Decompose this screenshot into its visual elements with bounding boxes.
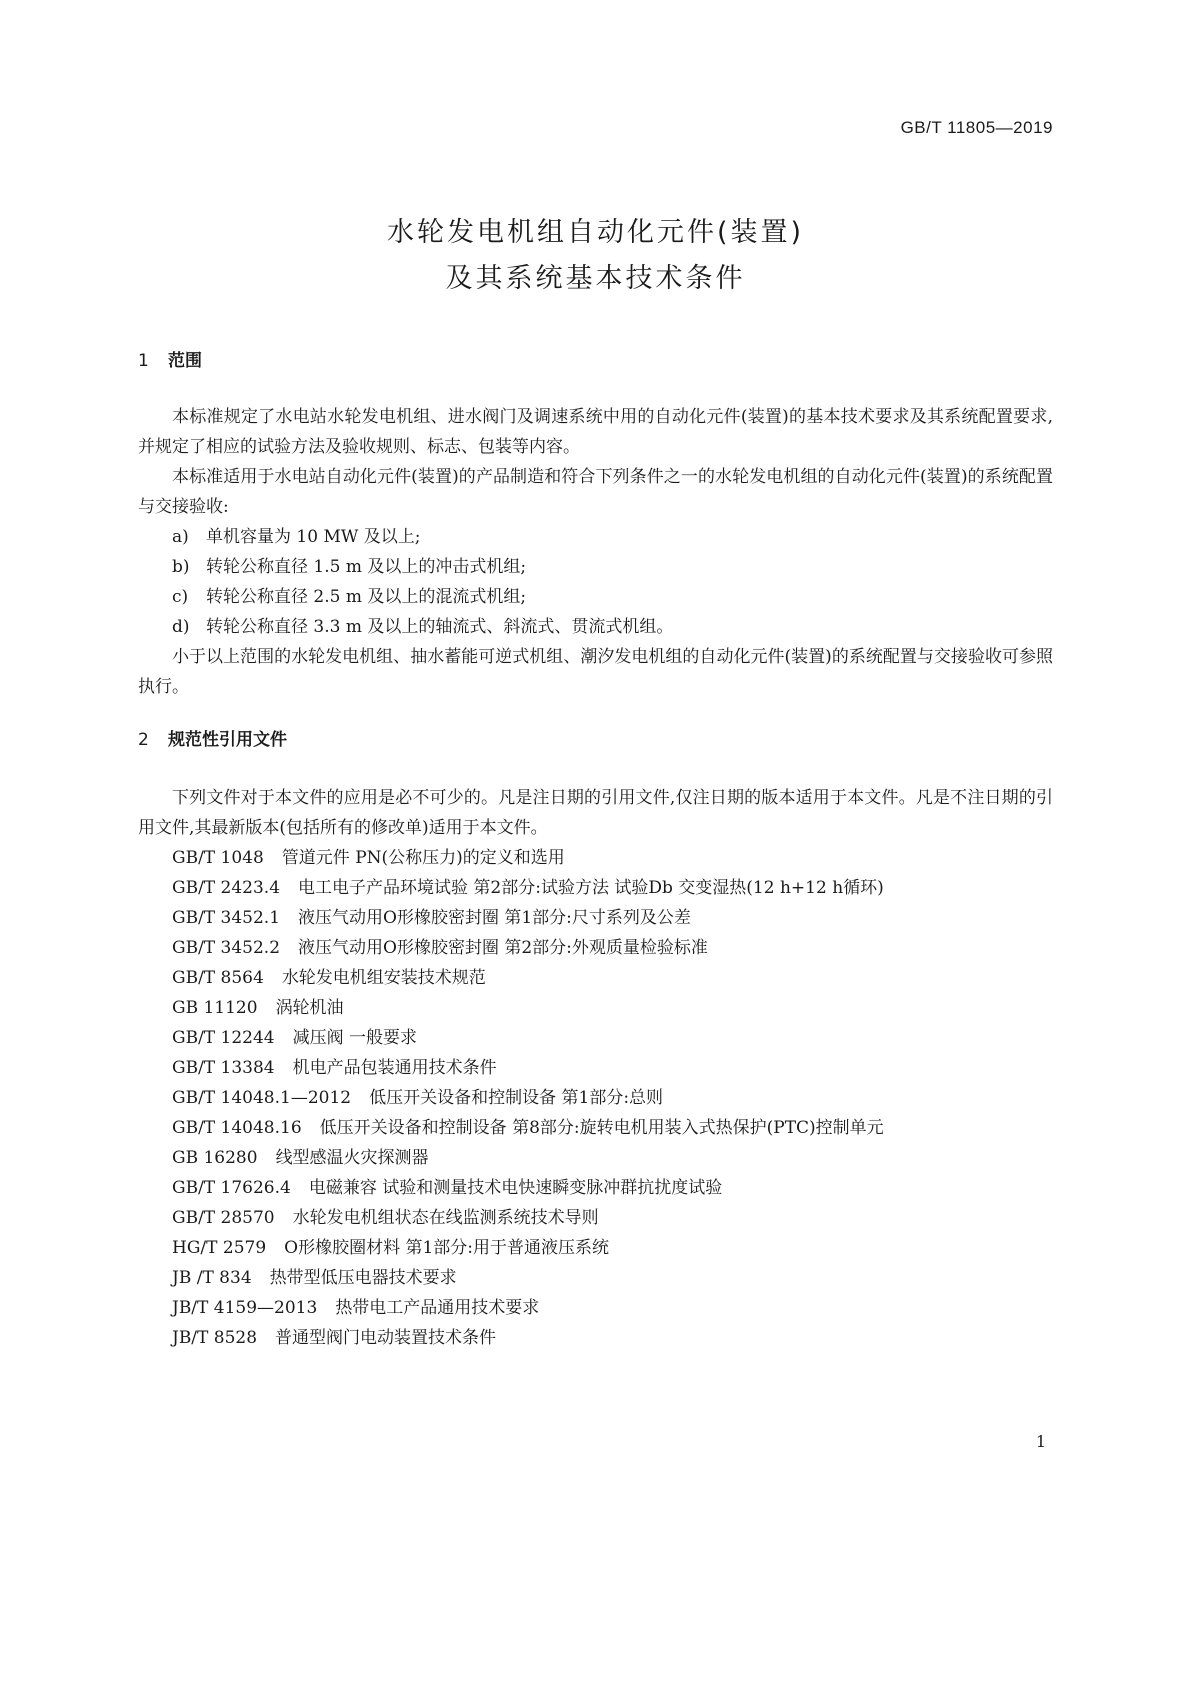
reference-code: GB/T 28570 xyxy=(172,1208,275,1228)
reference-title: 线型感温火灾探测器 xyxy=(275,1148,429,1168)
reference-title: 管道元件 PN(公称压力)的定义和选用 xyxy=(281,848,565,868)
list-text: 转轮公称直径 3.3 m 及以上的轴流式、斜流式、贯流式机组。 xyxy=(206,617,674,637)
reference-code: GB/T 8564 xyxy=(172,968,264,988)
reference-code: GB/T 12244 xyxy=(172,1028,275,1048)
list-label: c) xyxy=(172,587,189,607)
list-item xyxy=(138,582,1053,612)
reference-title: 电磁兼容 试验和测量技术电快速瞬变脉冲群抗扰度试验 xyxy=(308,1178,723,1198)
reference-code: GB/T 1048 xyxy=(172,848,264,868)
reference-code: GB/T 14048.16 xyxy=(172,1118,302,1138)
paragraph: 本标准适用于水电站自动化元件(装置)的产品制造和符合下列条件之一的水轮发电机组的自动化元件(装置)的系统配置与交接验收: xyxy=(138,467,1053,517)
reference-item xyxy=(138,1293,1053,1323)
reference-title: 水轮发电机组状态在线监测系统技术导则 xyxy=(292,1208,599,1228)
reference-item xyxy=(138,1203,1053,1233)
section-title: 规范性引用文件 xyxy=(168,730,287,750)
list-text: 单机容量为 10 MW 及以上; xyxy=(206,527,421,547)
reference-item xyxy=(138,963,1053,993)
reference-code: JB/T 8528 xyxy=(172,1328,258,1348)
paragraph: 本标准规定了水电站水轮发电机组、进水阀门及调速系统中用的自动化元件(装置)的基本技术要求及其系统配置要求,并规定了相应的试验方法及验收规则、标志、包装等内容。 xyxy=(138,407,1053,457)
section-number: 1 xyxy=(138,351,149,371)
reference-item xyxy=(138,1053,1053,1083)
paragraph: 小于以上范围的水轮发电机组、抽水蓄能可逆式机组、潮汐发电机组的自动化元件(装置)的系统配置与交接验收可参照执行。 xyxy=(138,647,1053,697)
reference-title: 水轮发电机组安装技术规范 xyxy=(281,968,486,988)
reference-title: 液压气动用O形橡胶密封圈 第2部分:外观质量检验标准 xyxy=(298,938,708,958)
reference-item xyxy=(138,903,1053,933)
reference-title: 机电产品包装通用技术条件 xyxy=(292,1058,497,1078)
list-label: a) xyxy=(172,527,189,547)
reference-title: O形橡胶圈材料 第1部分:用于普通液压系统 xyxy=(284,1238,610,1258)
reference-code: GB 11120 xyxy=(172,998,258,1018)
reference-code: JB/T 4159—2013 xyxy=(172,1298,318,1318)
list-item xyxy=(138,552,1053,582)
reference-title: 普通型阀门电动装置技术条件 xyxy=(275,1328,497,1348)
reference-item xyxy=(138,993,1053,1023)
reference-item xyxy=(138,873,1053,903)
reference-title: 低压开关设备和控制设备 第1部分:总则 xyxy=(369,1088,664,1108)
reference-code: HG/T 2579 xyxy=(172,1238,267,1258)
reference-title: 热带电工产品通用技术要求 xyxy=(335,1298,540,1318)
reference-item xyxy=(138,1083,1053,1113)
reference-title: 液压气动用O形橡胶密封圈 第1部分:尺寸系列及公差 xyxy=(298,908,691,928)
reference-code: GB/T 3452.2 xyxy=(172,938,281,958)
reference-code: JB /T 834 xyxy=(172,1268,252,1288)
reference-code: GB/T 2423.4 xyxy=(172,878,281,898)
reference-code: GB/T 17626.4 xyxy=(172,1178,291,1198)
reference-item xyxy=(138,1233,1053,1263)
reference-item xyxy=(138,1263,1053,1293)
reference-item xyxy=(138,933,1053,963)
reference-item xyxy=(138,1023,1053,1053)
document-code: GB/T 11805—2019 xyxy=(900,118,1053,137)
reference-item xyxy=(138,1143,1053,1173)
paragraph: 下列文件对于本文件的应用是必不可少的。凡是注日期的引用文件,仅注日期的版本适用于本文件。凡是不注日期的引用文件,其最新版本(包括所有的修改单)适用于本文件。 xyxy=(138,788,1053,838)
page-number: 1 xyxy=(1035,1432,1046,1451)
reference-title: 低压开关设备和控制设备 第8部分:旋转电机用装入式热保护(PTC)控制单元 xyxy=(319,1118,884,1138)
reference-code: GB 16280 xyxy=(172,1148,258,1168)
title-line-2: 及其系统基本技术条件 xyxy=(445,263,746,294)
list-text: 转轮公称直径 2.5 m 及以上的混流式机组; xyxy=(206,587,527,607)
list-label: b) xyxy=(172,557,190,577)
section-heading xyxy=(138,346,1053,374)
reference-item xyxy=(138,1323,1053,1353)
reference-item xyxy=(138,1113,1053,1143)
section-normative-references xyxy=(138,725,1053,1353)
reference-item xyxy=(138,843,1053,873)
reference-code: GB/T 3452.1 xyxy=(172,908,281,928)
reference-title: 减压阀 一般要求 xyxy=(292,1028,418,1048)
reference-title: 涡轮机油 xyxy=(275,998,344,1018)
list-label: d) xyxy=(172,617,190,637)
document-title xyxy=(0,210,1191,302)
list-item xyxy=(138,612,1053,642)
section-number: 2 xyxy=(138,730,149,750)
list-text: 转轮公称直径 1.5 m 及以上的冲击式机组; xyxy=(206,557,527,577)
reference-code: GB/T 13384 xyxy=(172,1058,275,1078)
reference-item xyxy=(138,1173,1053,1203)
title-line-1: 水轮发电机组自动化元件(装置) xyxy=(386,217,805,248)
reference-title: 热带型低压电器技术要求 xyxy=(269,1268,457,1288)
list-item xyxy=(138,522,1053,552)
section-heading xyxy=(138,725,1053,753)
section-scope xyxy=(138,346,1053,702)
reference-title: 电工电子产品环境试验 第2部分:试验方法 试验Db 交变湿热(12 h+12 h循环) xyxy=(298,878,884,898)
reference-code: GB/T 14048.1—2012 xyxy=(172,1088,352,1108)
section-title: 范围 xyxy=(168,351,202,371)
